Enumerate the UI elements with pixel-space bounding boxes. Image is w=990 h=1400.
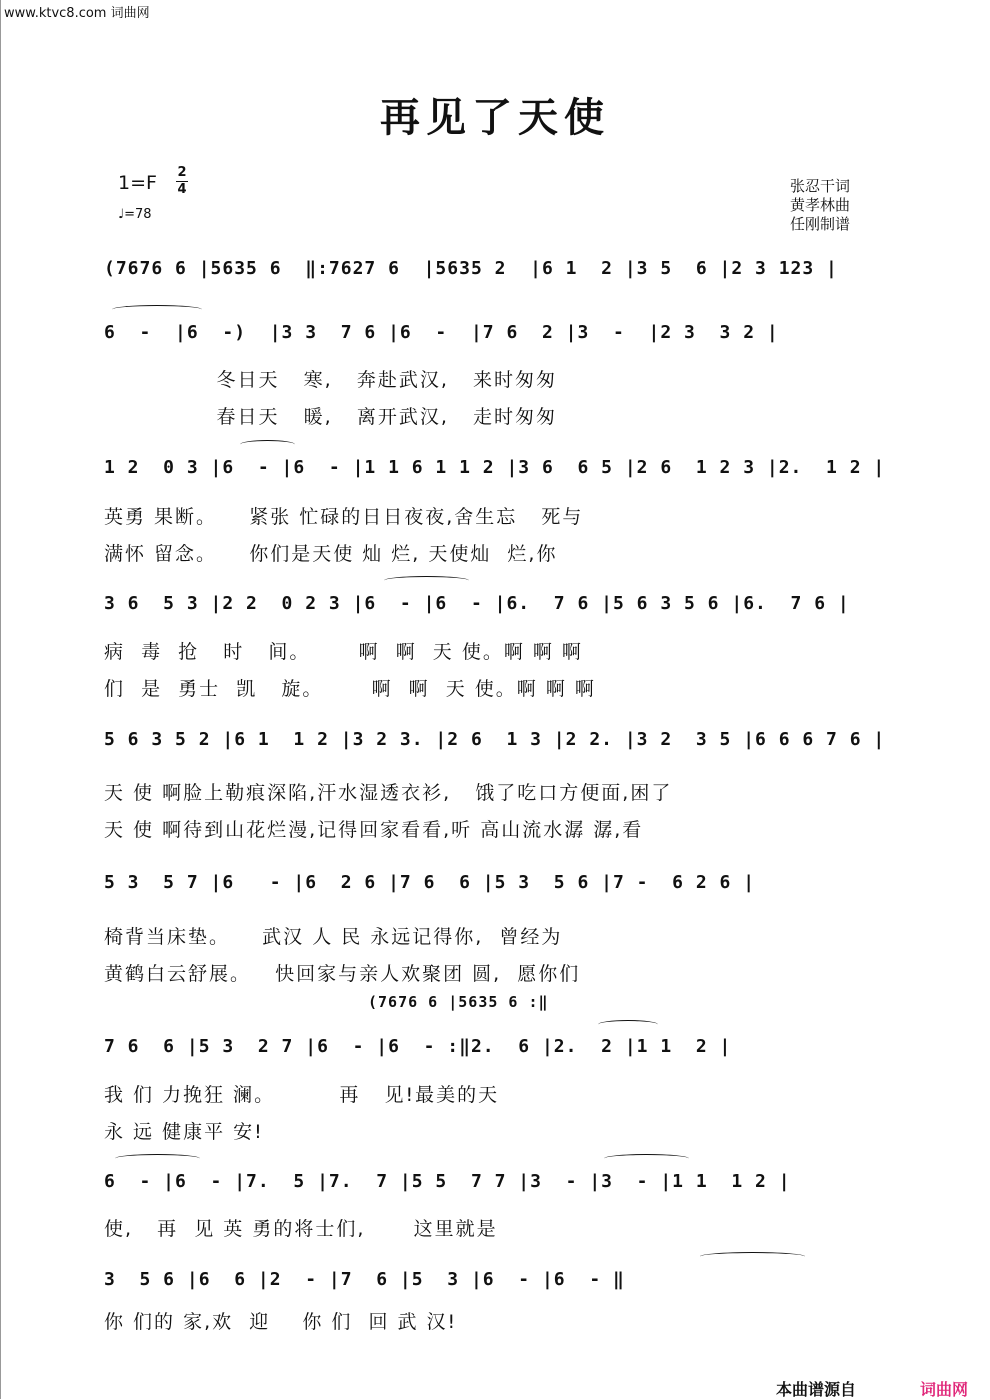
lyric-row-7-verse-2: 永 远 健康平 安! bbox=[104, 1121, 264, 1143]
lyric-row-4-verse-1: 病 毒 抢 时 间。 啊 啊 天 使。啊 啊 啊 bbox=[104, 641, 583, 663]
time-signature bbox=[176, 166, 188, 197]
lyric-row-2-verse-2: 春日天 暖, 离开武汉, 走时匆匆 bbox=[104, 406, 557, 428]
page-border bbox=[0, 0, 1, 1399]
lyric-row-7-verse-1: 我 们 力挽狂 澜。 再 见!最美的天 bbox=[104, 1084, 500, 1106]
slur bbox=[240, 440, 295, 449]
slur bbox=[112, 305, 202, 314]
credit-composer: 黄孝林曲 bbox=[790, 196, 851, 214]
lyric-row-2-verse-1: 冬日天 寒, 奔赴武汉, 来时匆匆 bbox=[104, 369, 557, 391]
lyric-row-3-verse-2: 满怀 留念。 你们是天使 灿 烂, 天使灿 烂,你 bbox=[104, 543, 558, 565]
meter-bottom: 4 bbox=[177, 182, 187, 197]
notation-row-7: 7 6 6 |5 3 2 7 |6 - |6 - :‖2. 6 |2. 2 |1 1 2 | bbox=[104, 1036, 732, 1057]
lyric-row-4-verse-2: 们 是 勇士 凯 旋。 啊 啊 天 使。啊 啊 啊 bbox=[104, 678, 596, 700]
tempo-marking: ♩=78 bbox=[118, 207, 152, 222]
notation-row-9: 3 5 6 |6 6 |2 - |7 6 |5 3 |6 - |6 - ‖ bbox=[104, 1269, 625, 1290]
footer-logo[interactable]: 词曲网 bbox=[920, 1380, 969, 1399]
notation-row-5: 5 6 3 5 2 |6 1 1 2 |3 2 3. |2 6 1 3 |2 2. |3 2 3 5 |6 6 6 7 6 | bbox=[104, 729, 886, 750]
lyric-row-8-verse-1: 使, 再 见 英 勇的将士们, 这里就是 bbox=[104, 1218, 498, 1240]
notation-row-2: 6 - |6 -) |3 3 7 6 |6 - |7 6 2 |3 - |2 3 3 2 | bbox=[104, 322, 779, 343]
notation-row-8: 6 - |6 - |7. 5 |7. 7 |5 5 7 7 |3 - |3 - |1 1 1 2 | bbox=[104, 1171, 791, 1192]
slur bbox=[604, 1154, 689, 1163]
lyric-row-6-verse-2: 黄鹤白云舒展。 快回家与亲人欢聚团 圆, 愿你们 bbox=[104, 963, 581, 985]
notation-row-7-prefix: (7676 6 |5635 6 :‖ bbox=[368, 993, 549, 1011]
lyric-row-3-verse-1: 英勇 果断。 紧张 忙碌的日日夜夜,舍生忘 死与 bbox=[104, 506, 584, 528]
notation-row-6: 5 3 5 7 |6 - |6 2 6 |7 6 6 |5 3 5 6 |7 - 6 2 6 | bbox=[104, 872, 756, 893]
key-signature: 1=F bbox=[118, 172, 157, 194]
source-url: www.ktvc8.com 词曲网 bbox=[4, 6, 150, 21]
lyric-row-5-verse-2: 天 使 啊待到山花烂漫,记得回家看看,听 高山流水潺 潺,看 bbox=[104, 819, 644, 841]
credit-lyricist: 张忍干词 bbox=[790, 177, 851, 195]
lyric-row-9-verse-1: 你 们的 家,欢 迎 你 们 回 武 汉! bbox=[104, 1311, 458, 1333]
lyric-row-5-verse-1: 天 使 啊脸上勒痕深陷,汗水湿透衣衫, 饿了吃口方便面,困了 bbox=[104, 782, 673, 804]
notation-row-1: (7676 6 |5635 6 ‖:7627 6 |5635 2 |6 1 2 |3 5 6 |2 3 123 | bbox=[104, 258, 838, 279]
notation-row-4: 3 6 5 3 |2 2 0 2 3 |6 - |6 - |6. 7 6 |5 6 3 5 6 |6. 7 6 | bbox=[104, 593, 850, 614]
footer-source-label: 本曲谱源自 bbox=[776, 1380, 857, 1399]
page-title: 再见了天使 bbox=[380, 94, 610, 141]
slur bbox=[115, 1154, 200, 1163]
slur bbox=[700, 1252, 805, 1261]
slur bbox=[598, 1020, 658, 1029]
meter-top: 2 bbox=[177, 165, 187, 180]
notation-row-3: 1 2 0 3 |6 - |6 - |1 1 6 1 1 2 |3 6 6 5 |2 6 1 2 3 |2. 1 2 | bbox=[104, 457, 886, 478]
slur bbox=[384, 576, 469, 585]
credit-notation: 任刚制谱 bbox=[790, 215, 851, 233]
lyric-row-6-verse-1: 椅背当床垫。 武汉 人 民 永远记得你, 曾经为 bbox=[104, 926, 563, 948]
